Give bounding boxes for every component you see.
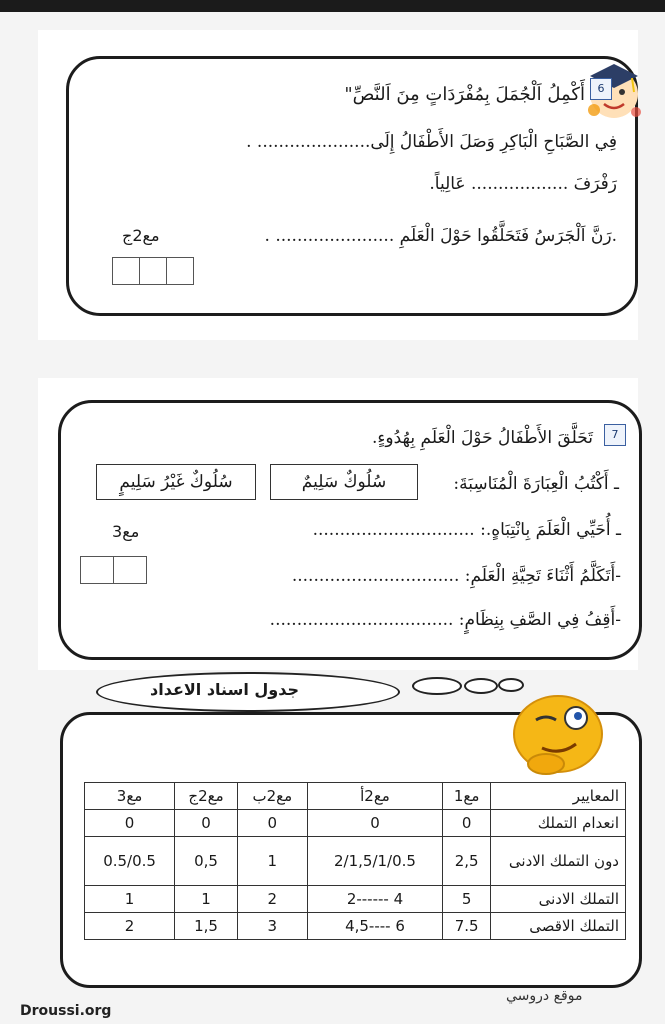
header-cell: مع2ب: [237, 783, 307, 810]
table-cell: 0: [443, 810, 491, 837]
header-cell: مع1: [443, 783, 491, 810]
header-cell: مع3: [85, 783, 175, 810]
header-cell: المعايير: [491, 783, 626, 810]
exercise-6-score-boxes: [112, 257, 194, 285]
footer-site-arabic: موقع دروسي: [506, 988, 583, 1004]
table-cell: انعدام التملك: [491, 810, 626, 837]
grading-table-title: جدول اسناد الاعداد: [150, 680, 299, 699]
footer-site-link[interactable]: Droussi.org: [20, 1003, 112, 1019]
exercise-7-item-1: ـ أُحَيِّي الْعَلَمَ بِانْتِبَاهٍ.: ..............................: [312, 520, 621, 540]
table-cell: 6 ----4,5: [307, 913, 443, 940]
table-cell: 3: [237, 913, 307, 940]
table-row: [85, 810, 626, 837]
exercise-7-item-3: -أَقِفُ فِي الصَّفِ بِنِظَامٍ: ..................................: [269, 610, 621, 630]
table-cell: التملك الاقصى: [491, 913, 626, 940]
table-cell: 0: [85, 810, 175, 837]
exercise-6-number: 6: [590, 78, 612, 100]
exercise-7-item-2: -أَتَكَلَّمُ أَثْنَاءَ تَحِيَّةِ الْعَلَمِ: ...............................: [291, 566, 621, 586]
table-cell: 0.5/0.5: [85, 837, 175, 886]
table-cell: 0: [237, 810, 307, 837]
exercise-6-sentence-3: .رَنَّ اَلْجَرَسُ فَتَحَلَّقُوا حَوْلَ الْعَلَمِ ...................... .: [264, 226, 617, 246]
title-cloud-small-1: [412, 677, 462, 695]
exercise-6-criterion: مع2ج: [122, 226, 160, 245]
table-cell: 1,5: [175, 913, 238, 940]
table-header-row: [85, 783, 626, 810]
header-cell: مع2ج: [175, 783, 238, 810]
exercise-7-number: 7: [604, 424, 626, 446]
exercise-7-title: تَحَلَّقَ الأَطْفَالُ حَوْلَ الْعَلَمِ بِهُدُوءٍ.: [372, 428, 593, 448]
table-cell: 5: [443, 886, 491, 913]
title-cloud-small-2: [464, 678, 498, 694]
exercise-7-criterion: مع3: [112, 522, 140, 541]
grading-table: [84, 782, 626, 940]
table-cell: 1: [175, 886, 238, 913]
table-cell: 4 ------2: [307, 886, 443, 913]
table-cell: 1: [237, 837, 307, 886]
table-row: [85, 913, 626, 940]
exercise-6-sentence-2: رَفْرَفَ .................. عَالِياً.: [429, 174, 617, 194]
table-cell: 7.5: [443, 913, 491, 940]
table-cell: 2/1,5/1/0.5: [307, 837, 443, 886]
table-cell: 2: [85, 913, 175, 940]
header-cell: مع2أ: [307, 783, 443, 810]
table-row: [85, 837, 626, 886]
option-correct-behavior: سُلُوكٌ سَلِيمٌ: [270, 464, 418, 500]
table-row: [85, 886, 626, 913]
table-cell: 1: [85, 886, 175, 913]
exercise-6-instruction: أَكْمِلُ اَلْجُمَلَ بِمُفْرَدَاتٍ مِنَ اَلنَّصِّ": [344, 84, 585, 105]
option-incorrect-behavior: سُلُوكٌ غَيْرُ سَلِيمٍ: [96, 464, 256, 500]
table-cell: التملك الادنى: [491, 886, 626, 913]
top-bar: [0, 0, 665, 12]
winking-emoji-icon: [506, 690, 606, 780]
table-cell: 2: [237, 886, 307, 913]
exercise-6-sentence-1: فِي الصَّبَاحِ الْبَاكِرِ وَصَلَ الأَطْفَالُ إِلَى..................... .: [246, 132, 617, 152]
table-cell: 0: [175, 810, 238, 837]
exercise-7-instruction: ـ أَكْتُبُ الْعِبَارَةَ الْمُنَاسِبَةَ:: [453, 474, 619, 494]
table-cell: 0,5: [175, 837, 238, 886]
table-cell: 0: [307, 810, 443, 837]
table-cell: دون التملك الادنى: [491, 837, 626, 886]
table-cell: 2,5: [443, 837, 491, 886]
exercise-7-score-boxes: [80, 556, 147, 584]
